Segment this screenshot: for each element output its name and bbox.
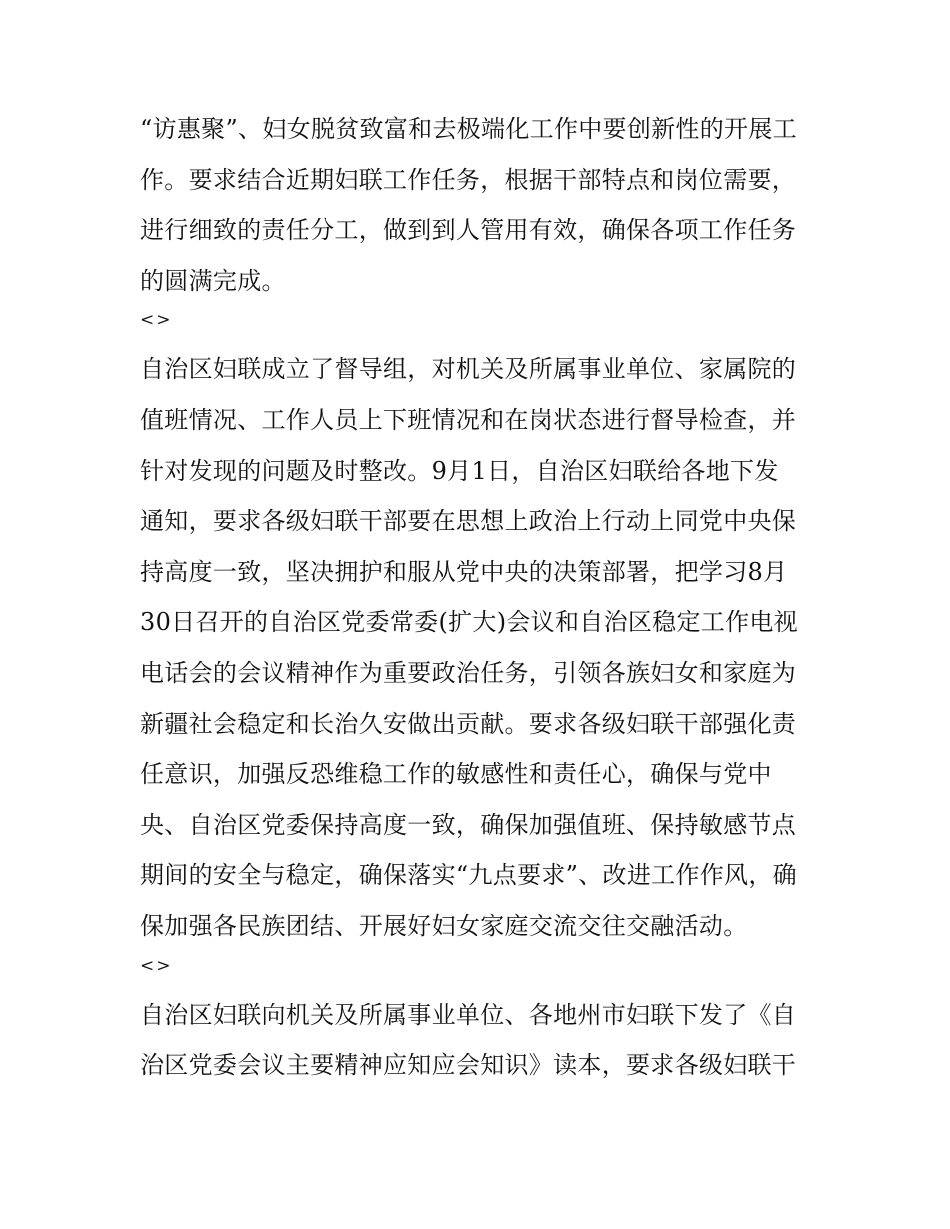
- document-body: [140, 104, 820, 1091]
- text-line: 保加强各民族团结、开展好妇女家庭交流交往交融活动。: [140, 911, 748, 940]
- text-line: 30日召开的自治区党委常委(扩大)会议和自治区稳定工作电视: [140, 608, 798, 637]
- text-line: 任意识，加强反恐维稳工作的敏感性和责任心，确保与党中: [140, 760, 772, 789]
- paragraph-2: [140, 344, 820, 951]
- text-line: 作。要求结合近期妇联工作任务，根据干部特点和岗位需要，: [140, 165, 797, 194]
- paragraph-marker: <>: [140, 955, 173, 976]
- text-line: 治区党委会议主要精神应知应会知识》读本，要求各级妇联干: [140, 1051, 797, 1080]
- text-line: 新疆社会稳定和长治久安做出贡献。要求各级妇联干部强化责: [140, 709, 797, 738]
- text-line: 的圆满完成。: [140, 266, 286, 295]
- text-line: 期间的安全与稳定，确保落实“九点要求”、改进工作作风，确: [140, 861, 797, 890]
- text-line: 通知，要求各级妇联干部要在思想上政治上行动上同党中央保: [140, 507, 797, 536]
- paragraph-3: [140, 990, 820, 1091]
- text-line: 持高度一致，坚决拥护和服从党中央的决策部署，把学习8月: [140, 557, 788, 586]
- text-line: 自治区妇联向机关及所属事业单位、各地州市妇联下发了《自: [140, 1000, 797, 1029]
- text-line: 央、自治区党委保持高度一致，确保加强值班、保持敏感节点: [140, 810, 797, 839]
- paragraph-marker: <>: [140, 310, 173, 331]
- text-line: 值班情况、工作人员上下班情况和在岗状态进行督导检查，并: [140, 405, 797, 434]
- text-line: 电话会的会议精神作为重要政治任务，引领各族妇女和家庭为: [140, 658, 797, 687]
- paragraph-1: [140, 104, 820, 306]
- text-line: “访惠聚”、妇女脱贫致富和去极端化工作中要创新性的开展工: [140, 115, 797, 143]
- text-line: 进行细致的责任分工，做到到人管用有效，确保各项工作任务: [140, 216, 797, 245]
- text-line: 自治区妇联成立了督导组，对机关及所属事业单位、家属院的: [140, 355, 797, 384]
- text-line: 针对发现的问题及时整改。9月1日，自治区妇联给各地下发: [140, 456, 779, 485]
